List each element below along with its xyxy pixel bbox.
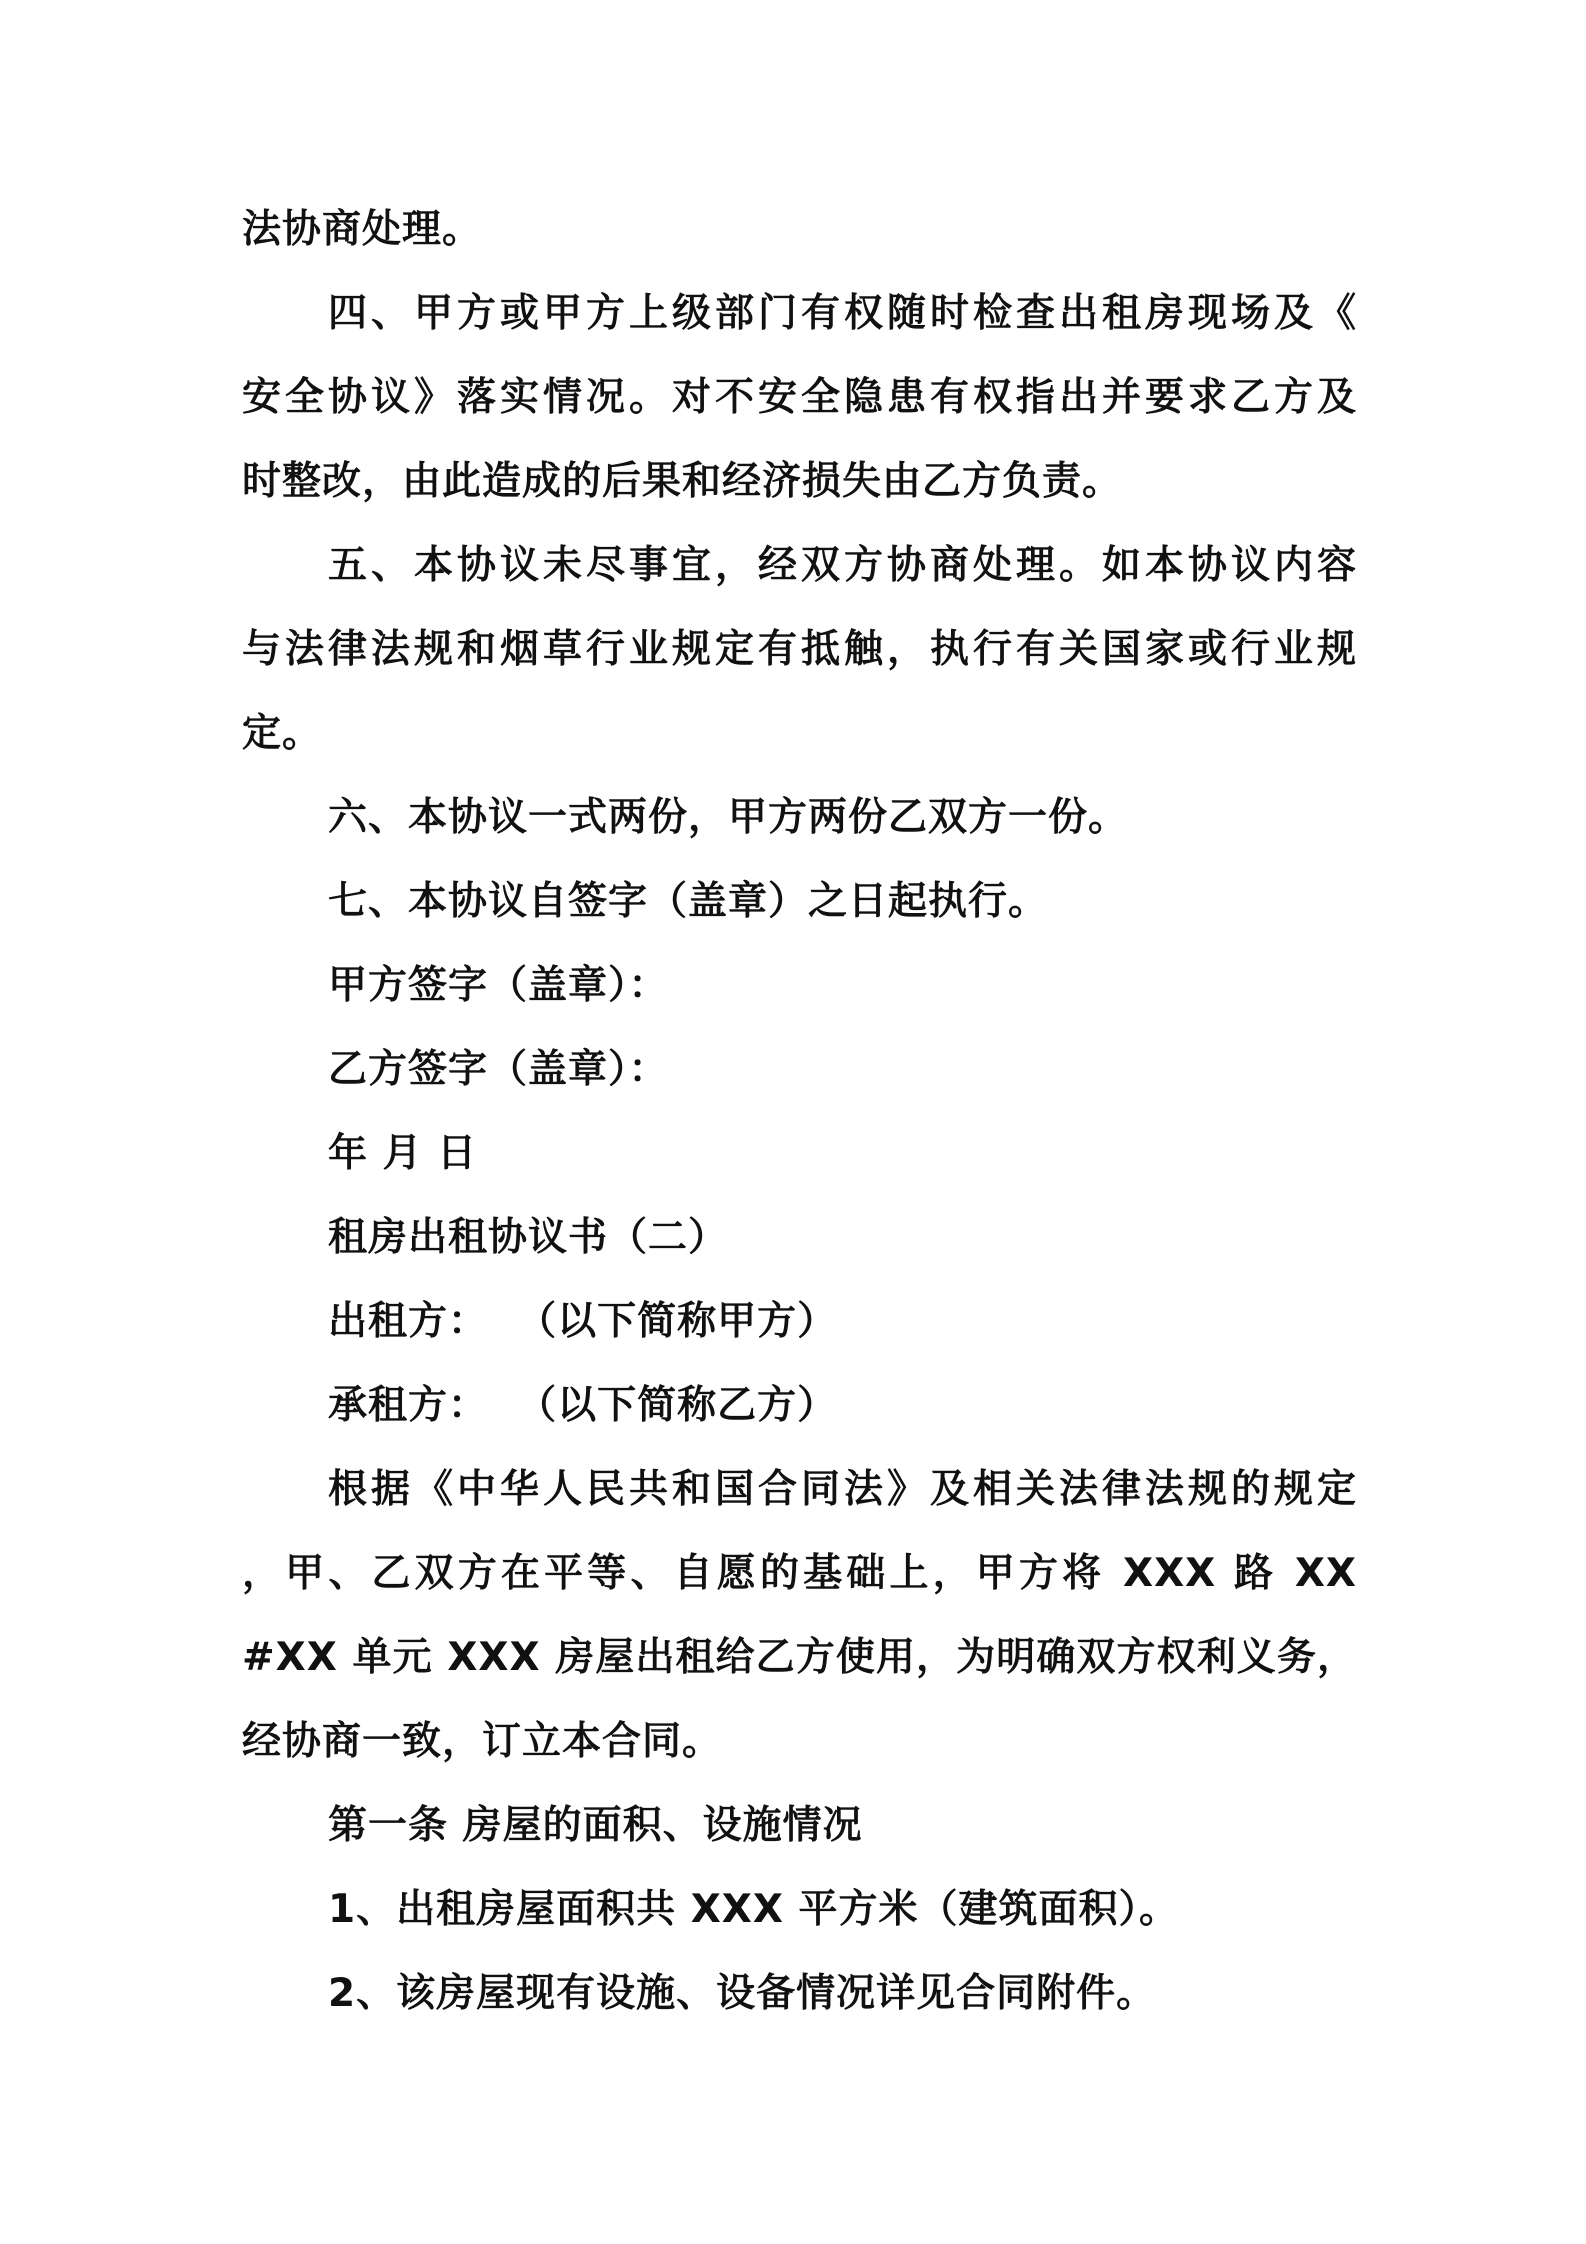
clause-seven: 七、本协议自签字（盖章）之日起执行。 bbox=[328, 879, 1049, 924]
party-a-signature: 甲方签字（盖章）： bbox=[328, 963, 669, 1008]
clause-five-line-2: 与法律法规和烟草行业规定有抵触，执行有关国家或行业规 bbox=[242, 627, 1357, 672]
clause-five-line-1: 五、本协议未尽事宜，经双方协商处理。如本协议内容 bbox=[328, 543, 1357, 588]
clause-four-line-2: 安全协议》落实情况。对不安全隐患有权指出并要求乙方及 bbox=[242, 375, 1357, 420]
document-body bbox=[242, 188, 1357, 2036]
clause-four-line-3: 时整改，由此造成的后果和经济损失由乙方负责。 bbox=[242, 459, 1123, 504]
preamble-line-1: 根据《中华人民共和国合同法》及相关法律法规的规定 bbox=[328, 1467, 1357, 1512]
preamble-line-2: ，甲、乙双方在平等、自愿的基础上，甲方将 XXX 路 XX bbox=[242, 1551, 1357, 1596]
article-one-item-2: 2、该房屋现有设施、设备情况详见合同附件。 bbox=[328, 1971, 1157, 2016]
text-line: 法协商处理。 bbox=[242, 207, 483, 252]
article-one-item-1: 1、出租房屋面积共 XXX 平方米（建筑面积）。 bbox=[328, 1887, 1179, 1932]
date-line: 年 月 日 bbox=[328, 1131, 478, 1176]
preamble-line-3: #XX 单元 XXX 房屋出租给乙方使用，为明确双方权利义务， bbox=[242, 1635, 1357, 1680]
agreement-title: 租房出租协议书（二） bbox=[328, 1215, 729, 1260]
clause-six: 六、本协议一式两份，甲方两份乙双方一份。 bbox=[328, 795, 1129, 840]
party-b-signature: 乙方签字（盖章）： bbox=[328, 1047, 669, 1092]
preamble-line-4: 经协商一致，订立本合同。 bbox=[242, 1719, 723, 1764]
lessor-line: 出租方： （以下简称甲方） bbox=[328, 1299, 838, 1344]
lessee-line: 承租方： （以下简称乙方） bbox=[328, 1383, 838, 1428]
clause-four-line-1: 四、甲方或甲方上级部门有权随时检查出租房现场及《 bbox=[328, 291, 1357, 336]
article-one-heading: 第一条 房屋的面积、设施情况 bbox=[328, 1803, 863, 1848]
clause-five-line-3: 定。 bbox=[242, 711, 323, 756]
